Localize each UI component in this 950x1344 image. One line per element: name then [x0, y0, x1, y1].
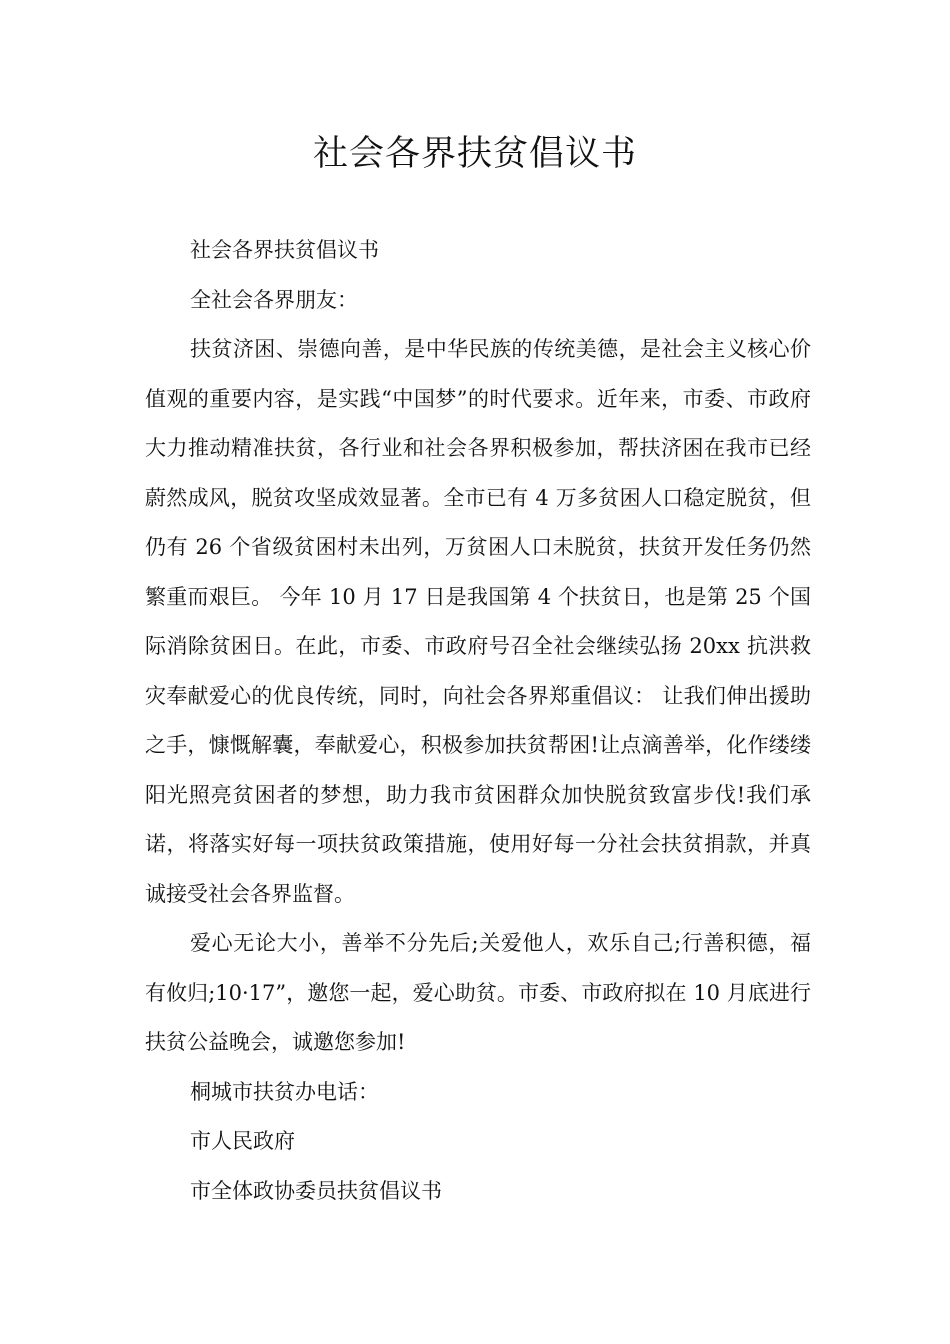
salutation: 全社会各界朋友： — [190, 287, 358, 312]
signature-government: 市人民政府 — [190, 1129, 295, 1153]
invitation-paragraph: 爱心无论大小，善举不分先后;关爱他人，欢乐自己;行善积德，福有攸归;10·17”，邀您一起，爱心助贫。市委、市政府拟在 10 月底进行扶贫公益晚会，诚邀您参加! — [145, 931, 811, 1054]
body-heading: 社会各界扶贫倡议书 — [190, 238, 379, 262]
contact-line: 桐城市扶贫办电话： — [190, 1079, 379, 1104]
next-document-title: 市全体政协委员扶贫倡议书 — [190, 1178, 442, 1203]
main-paragraph: 扶贫济困、崇德向善，是中华民族的传统美德，是社会主义核心价值观的重要内容，是实践“中国梦”的时代要求。近年来，市委、市政府大力推动精准扶贫，各行业和社会各界积极参加，帮扶济困在我市已经蔚然成风，脱贫攻坚成效显著。全市已有 4 万多贫困人口稳定脱贫，但仍有 26 个省级贫困村未出列，万贫困人口未脱贫，扶贫开发任务仍然繁重而艰巨。 今年 10 月 17 日是我国第 4 个扶贫日，也是第 25 个国际消除贫困日。在此，市委、市政府号召全社会继续弘扬 20xx 抗洪救灾奉献爱心的优良传统，同时，向社会各界郑重倡议： 让我们伸出援助之手，慷慨解囊，奉献爱心，积极参加扶贫帮困!让点滴善举，化作缕缕阳光照亮贫困者的梦想，助力我市贫困群众加快脱贫致富步伐!我们承诺，将落实好每一项扶贫政策措施，使用好每一分社会扶贫捐款，并真诚接受社会各界监督。 — [145, 337, 811, 906]
document-title: 社会各界扶贫倡议书 — [312, 134, 637, 174]
document-body — [145, 226, 811, 1216]
